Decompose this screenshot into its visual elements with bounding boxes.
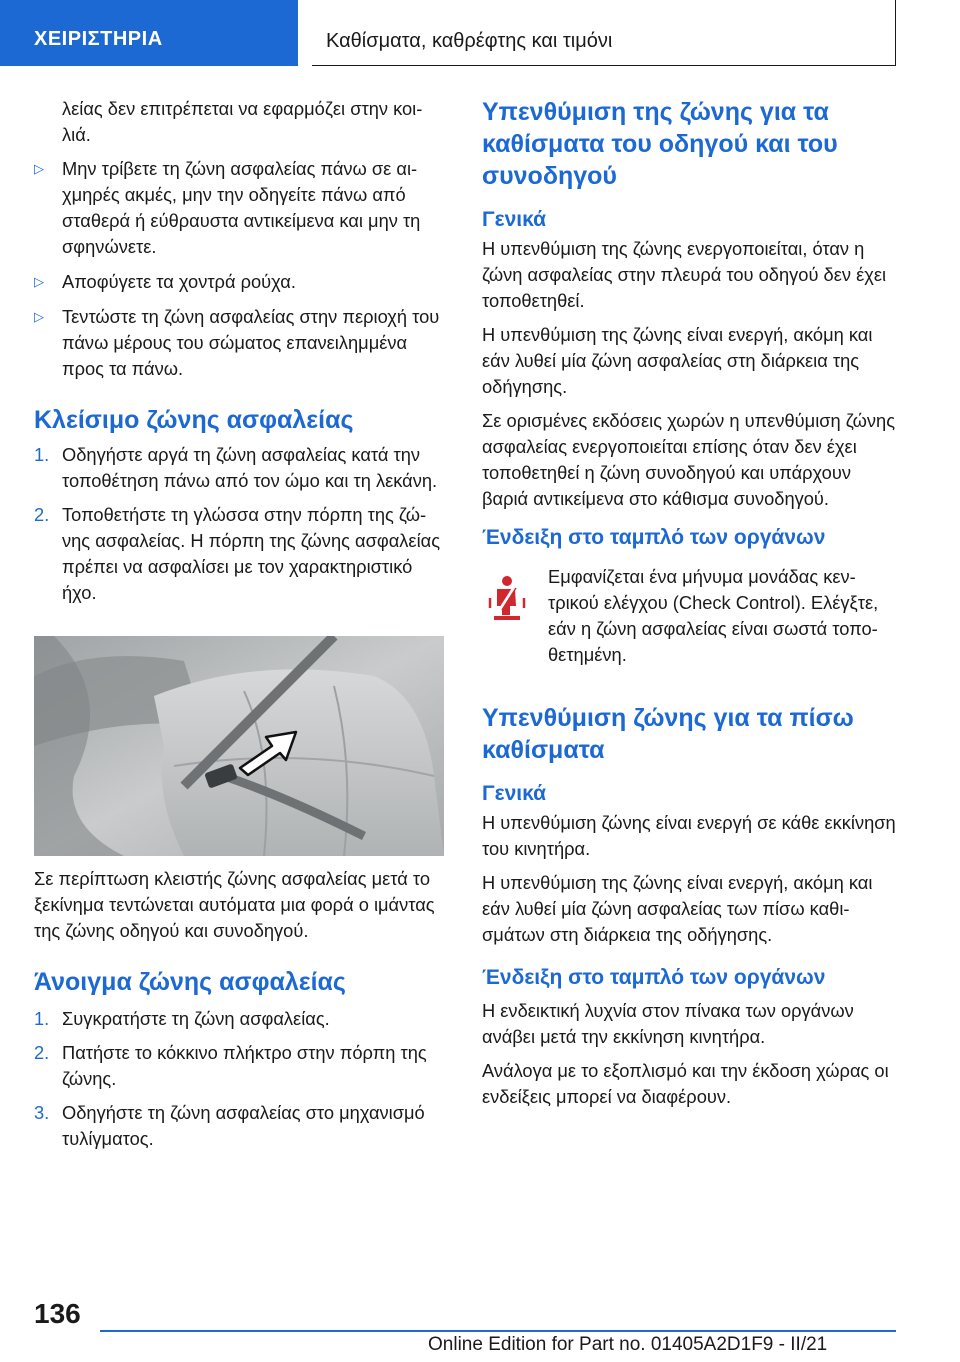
header-section-title: ΧΕΙΡΙΣΤΗΡΙΑ [34, 28, 163, 50]
bullet-triangle-icon: ▷ [34, 161, 44, 176]
step-number: 1. [34, 1008, 50, 1029]
auto-tension-text: Σε περίπτωση κλειστής ζώνης ασφαλείας μετά το ξεκίνημα τεντώνεται αυτόματα μια φορά ο ιμάντας της ζώνης οδηγού και συνοδηγού. [34, 868, 435, 941]
open-step [34, 1006, 444, 1032]
header-chapter-title: Καθίσματα, καθρέφτης και τιμόνι [326, 30, 613, 52]
front-paragraph: Σε ορισμένες εκδόσεις χωρών η υπενθύμιση ζώνης ασφαλείας ενεργοποιείται επίσης όταν δεν έχει τοποθετηθεί η ζώνη συνοδηγού και υπάρχουν βαριά αντικείμενα στο κάθισμα συνοδηγού. [482, 410, 896, 509]
front-indicator-block [482, 564, 896, 668]
fasten-heading: Κλείσιμο ζώνης ασφαλείας [34, 406, 354, 434]
header-chapter-box [312, 0, 896, 66]
page-number: 136 [34, 1298, 81, 1329]
seatbelt-warning-icon [482, 572, 532, 622]
bullet-item [34, 304, 444, 382]
bullet-triangle-icon: ▷ [34, 309, 44, 324]
footer-divider [100, 1330, 896, 1332]
footer-edition: Online Edition for Part no. 01405A2D1F9 - II/21 [428, 1334, 828, 1355]
front-paragraph: Η υπενθύμιση της ζώνης είναι ενεργή, ακόμη και εάν λυθεί μία ζώνη ασφαλείας στη διάρκεια της οδήγησης. [482, 324, 873, 397]
bullet-text: Αποφύγετε τα χοντρά ρούχα. [62, 271, 296, 292]
bullet-item [34, 156, 444, 260]
rear-general-heading: Γενικά [482, 782, 547, 805]
step-number: 1. [34, 444, 50, 465]
front-indicator-text: Εμφανίζεται ένα μήνυμα μονάδας κεντρικού ελέγχου (Check Control). Ελέγξτε, εάν η ζώνη ασφαλείας είναι σωστά τοποθετημένη. [548, 566, 879, 665]
step-text: Πατήστε το κόκκινο πλήκτρο στην πόρπη της ζώνης. [62, 1042, 427, 1089]
seatbelt-illustration [34, 636, 444, 856]
header-section-tab [0, 0, 298, 66]
step-text: Συγκρατήστε τη ζώνη ασφαλείας. [62, 1008, 330, 1029]
bullet-triangle-icon: ▷ [34, 274, 44, 289]
open-heading: Άνοιγμα ζώνης ασφαλείας [34, 968, 346, 996]
rear-indicator-paragraph: Η ενδεικτική λυχνία στον πίνακα των οργάνων ανάβει μετά την εκκίνηση κινητήρα. [482, 1000, 854, 1047]
front-indicator-heading: Ένδειξη στο ταμπλό των οργάνων [482, 526, 826, 549]
fasten-step [34, 502, 444, 606]
bullet-item [34, 269, 444, 295]
step-text: Τοποθετήστε τη γλώσσα στην πόρπη της ζώνης ασφαλείας. Η πόρπη της ζώνης ασφαλείας πρέπει να ασφαλίσει με τον χαρακτηριστικό ήχο. [62, 504, 441, 603]
intro-continuation: λείας δεν επιτρέπεται να εφαρμόζει στην κοιλιά. [62, 98, 423, 145]
step-number: 3. [34, 1102, 50, 1123]
step-number: 2. [34, 504, 50, 525]
rear-reminder-heading: Υπενθύμιση ζώνης για τα πίσω καθίσματα [482, 704, 854, 764]
front-reminder-heading: Υπενθύμιση της ζώνης για τα καθίσματα του οδηγού και του συνοδηγού [482, 98, 838, 190]
bullet-text: Τεντώστε τη ζώνη ασφαλείας στην περιοχή του πάνω μέρους του σώματος επανειλημμένα προς τα πάνω. [62, 306, 440, 379]
step-number: 2. [34, 1042, 50, 1063]
fasten-step [34, 442, 444, 494]
front-general-heading: Γενικά [482, 208, 547, 231]
rear-indicator-heading: Ένδειξη στο ταμπλό των οργάνων [482, 966, 826, 989]
step-text: Οδηγήστε τη ζώνη ασφαλείας στο μηχανισμό τυλίγματος. [62, 1102, 425, 1149]
step-text: Οδηγήστε αργά τη ζώνη ασφαλείας κατά την τοποθέτηση πάνω από τον ώμο και τη λεκάνη. [62, 444, 438, 491]
front-paragraph: Η υπενθύμιση της ζώνης ενεργοποιείται, όταν η ζώνη ασφαλείας στην πλευρά του οδηγού δεν έχει τοποθετηθεί. [482, 238, 887, 311]
open-step [34, 1100, 444, 1152]
seatbelt-photo [34, 636, 444, 856]
open-step [34, 1040, 444, 1092]
right-column [482, 96, 896, 1118]
rear-paragraph: Η υπενθύμιση ζώνης είναι ενεργή σε κάθε εκκίνηση του κινητήρα. [482, 812, 896, 859]
rear-indicator-paragraph: Ανάλογα με το εξοπλισμό και την έκδοση χώρας οι ενδείξεις μπορεί να διαφέρουν. [482, 1060, 889, 1107]
bullet-text: Μην τρίβετε τη ζώνη ασφαλείας πάνω σε αιχμηρές ακμές, μην την οδηγείτε πάνω από σταθερά ή εύθραυστα αντικείμενα και μην τη σφηνώνετε. [62, 158, 421, 257]
rear-paragraph: Η υπενθύμιση της ζώνης είναι ενεργή, ακόμη και εάν λυθεί μία ζώνη ασφαλείας των πίσω καθισμάτων στη διάρκεια της οδήγησης. [482, 872, 873, 945]
left-column [34, 96, 444, 1160]
